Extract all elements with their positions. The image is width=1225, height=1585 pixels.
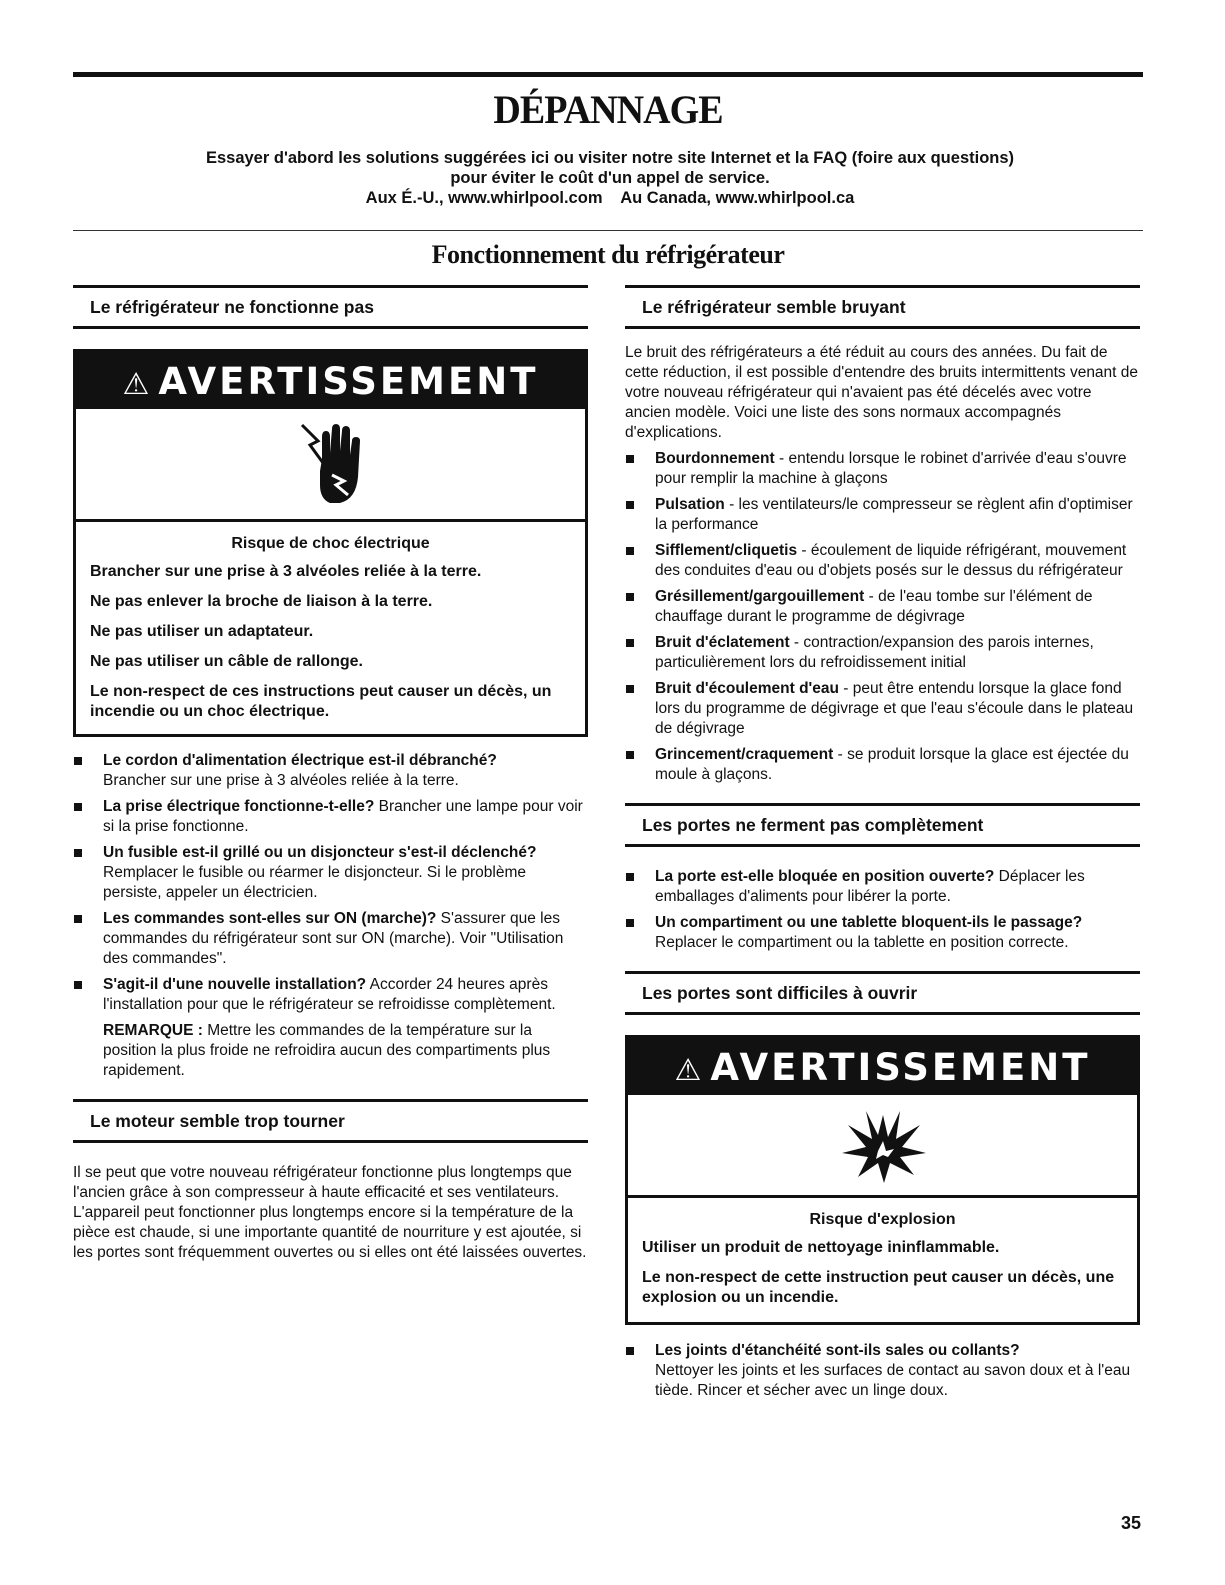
- intro-line-1: Essayer d'abord les solutions suggérées ici ou visiter notre site Internet et la FAQ (foire aux questions): [205, 149, 1015, 167]
- subhead-motor: Le moteur semble trop tourner: [73, 1099, 588, 1143]
- subhead-doors-open: Les portes sont difficiles à ouvrir: [625, 971, 1140, 1015]
- electric-shock-icon: [76, 409, 585, 522]
- list-item: Le cordon d'alimentation électrique est-il débranché? Brancher sur une prise à 3 alvéoles reliée à la terre.: [73, 751, 588, 791]
- list-item: Un fusible est-il grillé ou un disjoncteur s'est-il déclenché? Remplacer le fusible ou réarmer le disjoncteur. Si le problème persiste, appeler un électricien.: [73, 843, 588, 903]
- intro-line-3: Aux É.-U., www.whirlpool.com Au Canada, www.whirlpool.ca: [365, 189, 855, 207]
- page-title: DÉPANNAGE: [493, 87, 723, 132]
- warning-label: AVERTISSEMENT: [710, 1046, 1091, 1089]
- warning-line: Le non-respect de cette instruction peut causer un décès, une explosion ou un incendie.: [642, 1269, 1115, 1306]
- risk-title: Risque de choc électrique: [231, 535, 430, 552]
- motor-text: Il se peut que votre nouveau réfrigérateur fonctionne plus longtemps que l'ancien grâce à son compresseur à haute efficacité et ses ventilateurs. L'appareil peut fonctionner plus longtemps encore si la température de la pièce est chaude, si une importante quantité de nourriture y est ajoutée, si les portes sont fréquemment ouvertes ou si elles ont été laissées ouvertes.: [73, 1164, 587, 1261]
- doors-close-list: [625, 867, 1140, 953]
- list-item: La prise électrique fonctionne-t-elle? Brancher une lampe pour voir si la prise fonctionne.: [73, 797, 588, 837]
- list-item: Bruit d'écoulement d'eau - peut être entendu lorsque la glace fond lors du programme de dégivrage et que l'eau s'écoule dans le plateau de dégivrage: [625, 679, 1140, 739]
- warning-label: AVERTISSEMENT: [158, 360, 539, 403]
- warning-triangle-icon: ⚠: [122, 367, 153, 402]
- warning-line: Le non-respect de ces instructions peut causer un décès, un incendie ou un choc électrique.: [90, 683, 552, 720]
- list-item: La porte est-elle bloquée en position ouverte? Déplacer les emballages d'aliments pour libérer la porte.: [625, 867, 1140, 907]
- noise-list: [625, 449, 1140, 785]
- list-item: Les commandes sont-elles sur ON (marche)? S'assurer que les commandes du réfrigérateur sont sur ON (marche). Voir "Utilisation des commandes".: [73, 909, 588, 969]
- list-item: Un compartiment ou une tablette bloquent-ils le passage? Replacer le compartiment ou la tablette en position correcte.: [625, 913, 1140, 953]
- risk-title: Risque d'explosion: [809, 1211, 956, 1228]
- list-item: Les joints d'étanchéité sont-ils sales ou collants? Nettoyer les joints et les surfaces de contact au savon doux et à l'eau tiède. Rincer et sécher avec un linge doux.: [625, 1341, 1140, 1401]
- doors-open-list: [625, 1341, 1140, 1401]
- list-item: Bourdonnement - entendu lorsque le robinet d'arrivée d'eau s'ouvre pour remplir la machine à glaçons: [625, 449, 1140, 489]
- section-rule: [73, 230, 1143, 231]
- noisy-intro: Le bruit des réfrigérateurs a été réduit au cours des années. Du fait de cette réduction, il est possible d'entendre des bruits intermittents venant de votre nouveau réfrigérateur qui n'avaient pas été décelés avec votre ancien modèle. Voici une liste des sons normaux accompagnés d'explications.: [625, 344, 1139, 441]
- subhead-noisy: Le réfrigérateur semble bruyant: [625, 285, 1140, 329]
- warning-line: Brancher sur une prise à 3 alvéoles reliée à la terre.: [90, 563, 482, 580]
- not-running-list: [73, 751, 588, 1015]
- list-item: Pulsation - les ventilateurs/le compresseur se règlent afin d'optimiser la performance: [625, 495, 1140, 535]
- intro-text: [120, 148, 1100, 208]
- list-item: Grincement/craquement - se produit lorsque la glace est éjectée du moule à glaçons.: [625, 745, 1140, 785]
- warning-header: [76, 352, 585, 409]
- warning-line: Ne pas utiliser un adaptateur.: [90, 623, 314, 640]
- top-rule: [73, 72, 1143, 77]
- explosion-warning-box: [625, 1035, 1140, 1325]
- shock-warning-box: [73, 349, 588, 737]
- intro-line-2: pour éviter le coût d'un appel de service.: [450, 169, 770, 187]
- warning-line: Utiliser un produit de nettoyage ininflammable.: [642, 1239, 1000, 1256]
- left-column: [73, 285, 588, 1269]
- warning-triangle-icon: ⚠: [674, 1053, 705, 1088]
- right-column: [625, 285, 1140, 1407]
- note: REMARQUE : Mettre les commandes de la température sur la position la plus froide ne refroidira aucun des compartiments plus rapidement.: [103, 1022, 551, 1079]
- page-number: 35: [1120, 1513, 1141, 1533]
- list-item: Sifflement/cliquetis - écoulement de liquide réfrigérant, mouvement des conduites d'eau ou d'objets posés sur le dessus du réfrigérateur: [625, 541, 1140, 581]
- warning-line: Ne pas enlever la broche de liaison à la terre.: [90, 593, 433, 610]
- subhead-doors-close: Les portes ne ferment pas complètement: [625, 803, 1140, 847]
- warning-body: [628, 1198, 1137, 1322]
- warning-line: Ne pas utiliser un câble de rallonge.: [90, 653, 363, 670]
- section-title: Fonctionnement du réfrigérateur: [431, 240, 785, 269]
- list-item: S'agit-il d'une nouvelle installation? Accorder 24 heures après l'installation pour que le réfrigérateur se refroidisse complètement.: [73, 975, 588, 1015]
- list-item: Bruit d'éclatement - contraction/expansion des parois internes, particulièrement lors du refroidissement initial: [625, 633, 1140, 673]
- explosion-icon: [628, 1095, 1137, 1198]
- warning-header: [628, 1038, 1137, 1095]
- warning-body: [76, 522, 585, 734]
- subhead-not-running: Le réfrigérateur ne fonctionne pas: [73, 285, 588, 329]
- list-item: Grésillement/gargouillement - de l'eau tombe sur l'élément de chauffage durant le programme de dégivrage: [625, 587, 1140, 627]
